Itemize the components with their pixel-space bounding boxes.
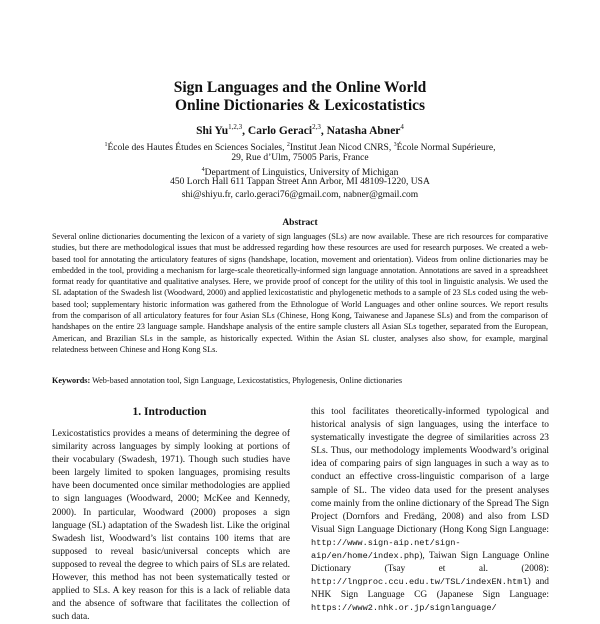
affiliation-marker: 4 — [201, 167, 205, 173]
affiliation-cnrs: Institut Jean Nicod CNRS, — [289, 143, 394, 154]
tsl-dictionary-link[interactable]: http://lngproc.ccu.edu.tw/TSL/indexEN.html — [311, 577, 528, 588]
right-column-text: this tool facilitates theoretically-informed typological and historical analysis of sign languages, using the interface to systematically investigate the degree of similarities across 23 SLs. Thus, our methodology implements Woodward’s original idea of comparing pairs of sign languages in such a way as to conduct an effective cross-linguistic comparison of a large sample of SL. The video data used for the present analyses come mainly from the online dictionary of the Spread The Sign Project (Dornfors and Fredäng, 2008) and also from LSD Visual Sign Language Dictionary (Hong Kong Sign Language: — [311, 407, 549, 535]
affiliation-umich: Department of Linguistics, University of Michigan — [204, 168, 399, 179]
affiliation-line-4: 450 Lorch Hall 611 Tappan Street Ann Arbor, MI 48109-1220, USA — [170, 177, 430, 187]
author-affiliation-marker: 4 — [400, 123, 404, 131]
author-name: Natasha Abner — [326, 124, 401, 137]
hksl-dictionary-link[interactable]: http://www.sign-aip.net/sign-aip/en/home/index.php — [311, 537, 461, 562]
paper-title-line-1: Sign Languages and the Online World — [173, 79, 427, 96]
affiliation-line-2: 29, Rue d’Ulm, 75005 Paris, France — [231, 153, 369, 163]
keywords-text: Web-based annotation tool, Sign Language, Lexicostatistics, Phylogenesis, Online dictionaries — [90, 376, 403, 385]
affiliation-marker: 1 — [104, 142, 108, 148]
affiliation-marker: 2 — [286, 142, 290, 148]
author-affiliation-marker: 2,3 — [312, 123, 321, 131]
keywords — [52, 375, 548, 386]
author-name: Carlo Geraci — [247, 124, 313, 137]
right-column-text: ) and NHK Sign Language CG (Japanese Sign Language: — [311, 577, 549, 601]
section-heading-introduction: 1. Introduction — [132, 406, 207, 418]
affiliation-marker: 3 — [393, 142, 397, 148]
affiliation-ehess: École des Hautes Études en Sciences Sociales, — [107, 143, 287, 154]
intro-left-column: Lexicostatistics provides a means of determining the degree of similarity across languages by simply looking at portions of their vocabulary (Swadesh, 1971). Though such studies have been largely limited to spoken languages, promising results have been documented once similar methodologies are applied to sign languages (Woodward, 2000; McKee and Kennedy, 2000). In particular, Woodward (2000) proposes a sign language (SL) adaptation of the Swadesh list. Like the original Swadesh list, Woodward’s list contains 100 items that are supposed to reveal basic/universal concepts which are supposed to reveal the degree to which pairs of SLs are related. However, this method has not been systematically tested or applied to SLs. A key reason for this is a lack of reliable data and the absence of software that facilitates the collection of such data. — [52, 429, 290, 623]
keywords-label: Keywords: — [52, 376, 91, 385]
affiliation-ens: École Normal Supérieure, — [396, 143, 496, 154]
author-affiliation-marker: 1,2,3 — [228, 123, 243, 131]
right-column-text: ), Taiwan Sign Language Online Dictionary (Tsay et al. (2008): — [311, 551, 549, 575]
author-list: Shi Yu$^{1,2,3}$, Carlo Geraci$^{2,3}$, Natasha Abner$^4$ — [196, 123, 404, 137]
author-emails: shi@shiyu.fr, carlo.geraci76@gmail.com, nabner@gmail.com — [181, 190, 419, 200]
nhk-dictionary-link[interactable]: https://www2.nhk.or.jp/signlanguage/ — [311, 603, 497, 614]
abstract-body: Several online dictionaries documenting the lexicon of a variety of sign languages (SLs) are now available. These are rich resources for comparative studies, but there are methodological issues that must be addressed regarding how these resources are used for research purposes. We created a web-based tool for annotating the articulatory features of signs (handshape, location, movement and orientation). Videos from online dictionaries may be embedded in the tool, providing a mechanism for large-scale theoretically-informed sign language annotation. Annotations are saved in a spreadsheet format ready for quantitative and qualitative analyses. Here, we provide proof of concept for the utility of this tool in linguistic analysis. We used the SL adaptation of the Swadesh list (Woodward, 2000) and applied lexicostatistic and phylogenetic methods to a sample of 23 SLs coded using the web-based tool; supplementary historic information was gathered from the Ethnologue of World Languages and other online sources. We report results from the comparison of all articulatory features for four Asian SLs (Chinese, Hong Kong, Taiwanese and Japanese SLs) and from the comparison of handshapes on the entire 23 language sample. Handshape analysis of the entire sample clusters all Asian SLs together, separated from the European, American, and Brazilian SLs in the sample, as historically expected. Within the Asian SL cluster, analyses also show, for example, marginal relatedness between Chinese and Hong Kong SLs. — [52, 232, 548, 354]
paper-title-line-2: Online Dictionaries & Lexicostatistics — [174, 97, 426, 114]
intro-right-column — [311, 406, 549, 616]
author-name: Shi Yu — [196, 124, 229, 137]
abstract-heading: Abstract — [282, 218, 318, 228]
